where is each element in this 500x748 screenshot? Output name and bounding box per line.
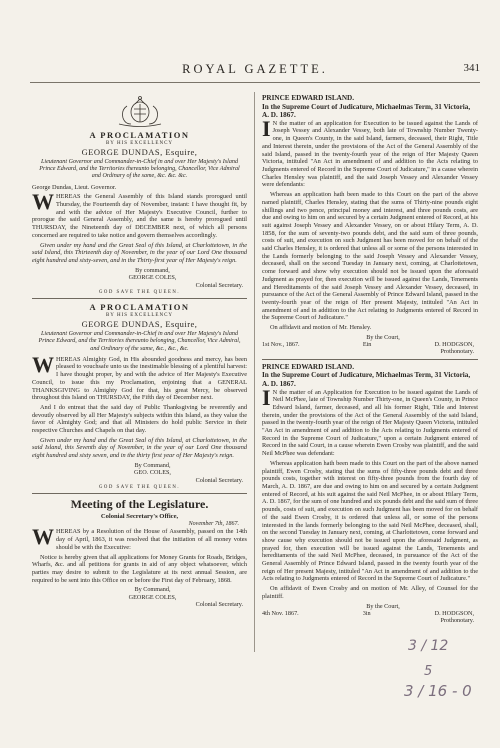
court-2-signer: D. HODGSON, — [434, 610, 474, 618]
court-2-motion: On affidavit of Ewen Crosby and on motion of Mr. Alley, of Counsel for the plaintiff. — [262, 585, 478, 600]
court-1-body-2: Whereas an application hath been made to this Court on the part of the above named plaintiff, Charles Hensley, stating that the sums of Thirty-nine pounds eight shillings and two pence, principal money and interest, and three pounds costs, are due and owing to him on and secured by a certain Judgment entered of Record, at his suit against Joseph Vessey and Alexander Vessey, on or about Hilary Term, A. D. 1858, for the sum of seventy-two pounds debt, and the said sum of three pounds, costs of suit, and execution on such Judgment has been moved for on behalf of the said Charles Hensley, it is ordered that unless all or some of the persons interested in the Lands formerly belonging to the said Joseph Vessey and Alexander Vessey, deceased, shall on the second Tuesday in January next, coming, at Charlottetown, come forward and show why execution should not be issued upon the aforesaid Judgment as prayed for, then execution will be issued against the Lands, Tenements and Hereditaments of the said Joseph Vessey and Alexander Vessey, deceased, in pursuance of the Act of the General Assembly of Prince Edward Island, passed in the twenty-fourth year of the reign of Her present Majesty, intituled "An Act in amendment of and in addition to the Act relating to Judgments entered of Record in the Supreme Court of Judicature." — [262, 191, 478, 322]
proclamation-2-heading: A PROCLAMATION — [89, 302, 190, 313]
court-1-footer — [262, 341, 474, 348]
meeting-heading: Meeting of the Legislature. — [70, 497, 209, 512]
proclamation-1-signer-title: Colonial Secretary. — [195, 281, 243, 289]
proclamation-2-signer-title: Colonial Secretary. — [195, 476, 243, 484]
meeting-signer: GEORGE COLES, — [128, 593, 177, 601]
right-column — [262, 94, 478, 625]
meeting-body-1: WHEREAS by a Resolution of the House of Assembly, passed on the 14th day of April, 1863, it was resolved that the initiation of all money votes should be with the Executive: — [32, 524, 247, 551]
proclamation-2-by-command: By Command, — [134, 461, 171, 469]
meeting-date: November 7th, 1867. — [188, 521, 239, 528]
court-2-body-2: Whereas application hath been made to this Court on the part of the above named plaintiff, Ewen Crosby, stating that the sums of fifty-three pounds debt and three pounds costs, together with interest on fifty-three pounds from the fourth day of March, A. D. 1867, are due and owing to him on and secured by a certain Judgment entered of Record, at his suit against the said Neil McPhee, in or about Hilary Term, A. D. 1867, for the sum of one hundred and six pounds debt and the said sum of three pounds, costs of suit, and execution on such Judgment has been moved for on behalf of the said Ewen Crosby, it is ordered that unless all, or some of the persons interested in the lands formerly belonging to the said Neil McPhee, deceased, shall, on the second Tuesday in January next, coming, at Charlottetown, come forward and show cause why execution should not be issued upon the aforesaid Judgment, as prayed for, then execution will be issued against the Lands, Tenements and hereditaments of the said Neil McPhee, deceased, in pursuance of the Act of the General Assembly of Prince Edward Island, passed in the twenty fourth year of the reign of Her present Majesty, intituled "An Act in amendment of and addition to the Acts relating to Judgments entered of Record in the Supreme Court of Judicature." — [262, 459, 478, 583]
proclamation-1-signer: GEORGE COLES, — [128, 274, 177, 282]
meeting-signer-title: Colonial Secretary. — [195, 601, 243, 609]
meeting-office: Colonial Secretary's Office, — [100, 513, 179, 521]
court-2-date: 4th Nov. 1867. — [262, 610, 299, 618]
court-2-place: PRINCE EDWARD ISLAND. — [262, 362, 355, 371]
court-2-clerk-prefix: 3in — [362, 610, 371, 618]
court-2-body-1: I N the matter of an Application for Execution to be issued against the Lands of Neil McPhee, late of Township Number Thirty-one, in Queen's County, in Prince Edward Island, farmer, deceased, and all his former Right, Title and Interest therein, under the provisions of the Act of the General Assembly of the said Island, passed in the twenty-fourth year of the reign of Her Majesty Queen Victoria, intituled "An Act in amendment of and addition to the Acts relating to Judgments entered of Record in the Supreme Court of Judicature," upon a certain Judgment entered of Record in the said Court, in a cause wherein Ewen Crosby was plaintiff, and the said Neil McPhee was defendant: — [262, 384, 478, 458]
court-1-by-court: By the Court, — [366, 333, 400, 341]
proclamation-2-god-save: GOD SAVE THE QUEEN. — [98, 485, 181, 491]
proclamation-1-by-command: By command, — [135, 266, 170, 274]
court-1-signer: D. HODGSON, — [434, 341, 474, 349]
meeting-body-2: Notice is hereby given that all applications for Money Grants for Roads, Bridges, Wharfs, &c. and all petitions for grants in aid of any object whatsoever, which parties may desire to submit to the Legislature at its next annual Session, are required to be sent into this Office on or before the First day of February, 1868. — [32, 553, 247, 584]
page-number: 341 — [463, 62, 480, 74]
proclamation-1-signed-by: George Dundas, Lieut. Governor. — [32, 183, 117, 191]
handwritten-note-3: 3 / 16 - 0 — [404, 682, 472, 700]
proclamation-2-by: BY HIS EXCELLENCY — [105, 313, 174, 319]
court-1-place: PRINCE EDWARD ISLAND. — [262, 94, 355, 102]
court-1-signer-title: Prothonotary. — [440, 348, 474, 356]
rule — [32, 493, 247, 494]
left-column — [32, 94, 247, 609]
court-1-title: In the Supreme Court of Judicature, Michaelmas Term, 31 Victoria, A. D. 1867. — [262, 102, 471, 120]
meeting-by-command: By Command, — [134, 586, 171, 594]
rule — [32, 298, 247, 299]
court-1-clerk-prefix: Ein — [362, 341, 372, 349]
gazette-title: ROYAL GAZETTE. — [182, 62, 328, 76]
proclamation-2-given: Given under my hand and the Great Seal of this Island, at Charlottetown, in the said Island, this Seventh day of November, in the year of our Lord One thousand eight hundred and sixty seven, and in the thirty first year of Her Majesty's reign. — [32, 436, 247, 460]
proclamation-2-body-1: WHEREAS Almighty God, in His abounded goodness and mercy, has been pleased to vouchsafe unto us the inestimable blessing of a plentiful harvest: I have thought proper, by and with the advice of Her Majesty's Executive Council, to issue this my Proclamation, enjoining that a GENERAL THANKSGIVING to Almighty God for that, his great Mercy, be observed throughout this Island on THURSDAY, the Fifth day of December next. — [32, 351, 247, 402]
proclamation-2-body-2: And I do entreat that the said day of Public Thanksgiving be reverently and devoutly observed by all Her Majesty's subjects within this Island, as they value the favor of Almighty God; and that all Ministers do hold public Service in their respective Churches and Chapels on that day. — [32, 403, 247, 435]
proclamation-2-name: GEORGE DUNDAS, Esquire, — [81, 319, 198, 330]
court-1-motion: On affidavit and motion of Mr. Hensley. — [270, 324, 372, 332]
court-1-body-1: I N the matter of an application for Execution to be issued against the Lands of Joseph Vessey and Alexander Vessey, both late of Township Number Twenty-one, in Queen's County, in the said Island, farmers, deceased, their Right, Title and Interest therein, under the provisions of the Act of the General Assembly of the said Island, passed in the twenty-fourth year of the reign of Her Majesty Queen Victoria, intituled "An Act in amendment of and addition to the Acts relating to Judgments entered of Record in the Supreme Court of Judicature," in a cause wherein Charles Hensley was plaintiff, and the said Joseph Vessey and Alexander Vessey were defendants: — [262, 115, 478, 189]
rule — [262, 359, 478, 360]
column-divider — [254, 92, 255, 652]
handwritten-note-2: 5 — [424, 664, 433, 679]
proclamation-1-heading: A PROCLAMATION — [89, 130, 190, 140]
page-header — [30, 62, 480, 83]
proclamation-2-signer: GEO. COLES, — [134, 469, 171, 477]
proclamation-1-given: Given under my hand and the Great Seal of this Island, at Charlottetown, in the said Island, this Thirteenth day of November, in the year of our Lord One thousand eight hundred and sixty-seven, and in the Thirty-first year of Her Majesty's reign. — [32, 241, 247, 264]
handwritten-note-1: 3 / 12 — [408, 638, 449, 654]
proclamation-2-title: Lieutenant Governor and Commander-in-Chief in and over Her Majesty's Island Prince Edward, and the Territories thereunto belonging, Chancellor, Vice Admiral, and Ordinary of the same, &c., &c., &c. — [38, 331, 241, 352]
proclamation-1-body: WHEREAS the General Assembly of this Island stands prorogued until Thursday, the Fourteenth day of November, instant: I have thought fit, by and with the advice of Her Majesty's Executive Council, further to prorogue the said General Assembly, and the same is hereby prorogued until THURSDAY, the Nineteenth day of DECEMBER next, of which all persons concerned are required to take notice and govern themselves accordingly. — [32, 189, 247, 239]
royal-coat-of-arms-icon — [97, 94, 183, 128]
proclamation-1-title: Lieutenant Governor and Commander-in-Chief in and over Her Majesty's Island Prince Edward, and the Territories thereunto belonging, Chancellor, Vice Admiral and Ordinary of the same, &c. &c. &c. — [39, 159, 240, 180]
proclamation-1-name: GEORGE DUNDAS, Esquire, — [81, 147, 198, 157]
court-2-footer — [262, 610, 474, 617]
court-2-by-court: By the Court, — [366, 602, 400, 610]
proclamation-1-by: BY HIS EXCELLENCY — [105, 141, 174, 146]
court-2-title: In the Supreme Court of Judicature, Michaelmas Term, 31 Victoria, A. D. 1867. — [262, 371, 471, 388]
court-2-signer-title: Prothonotary. — [440, 617, 474, 625]
proclamation-1-god-save: GOD SAVE THE QUEEN. — [98, 290, 181, 296]
court-1-date: 1st Nov., 1867. — [262, 341, 300, 349]
